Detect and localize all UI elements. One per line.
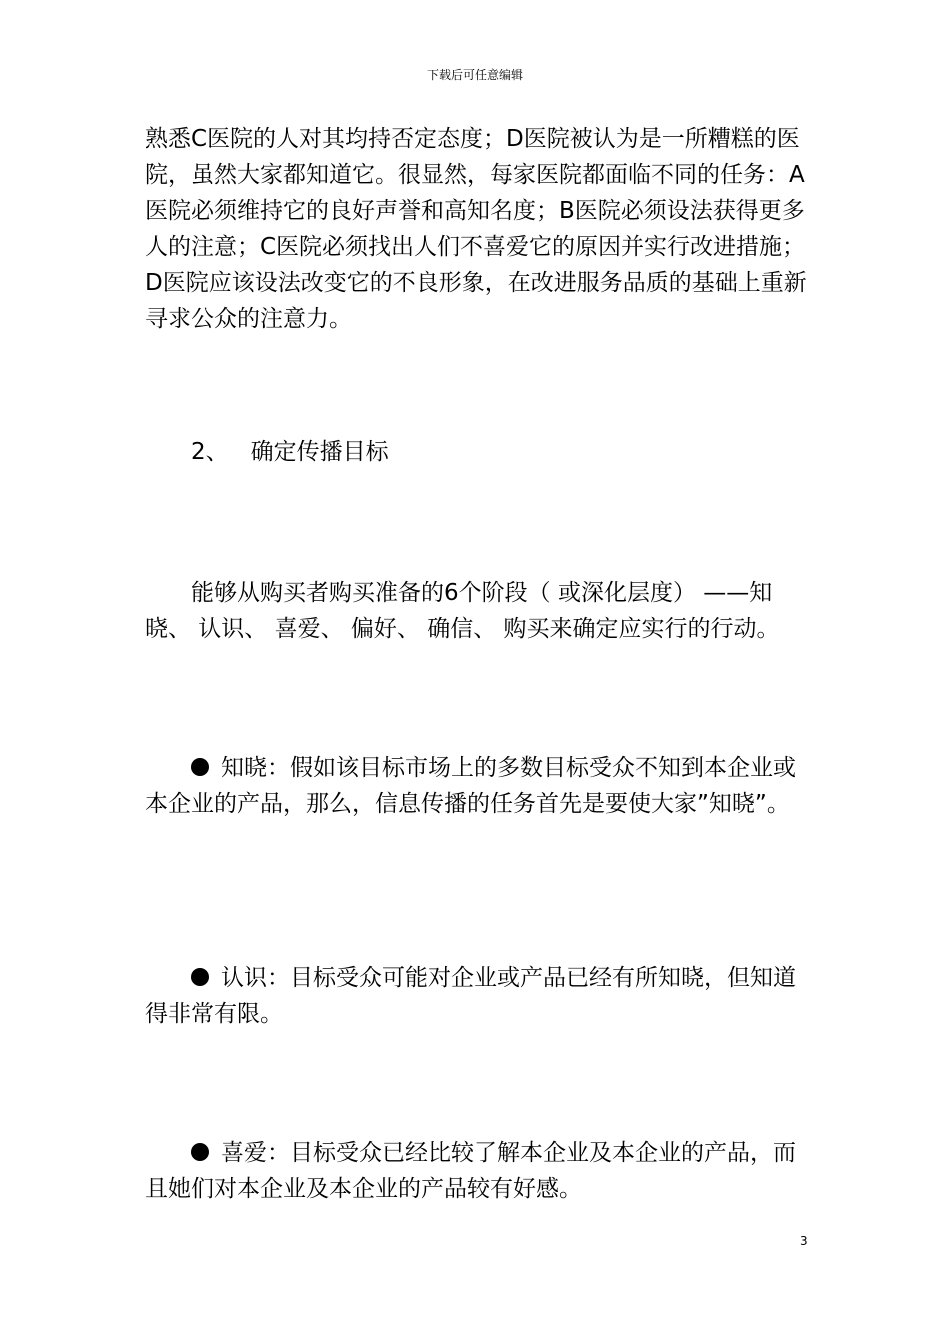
bullet-icon <box>191 1143 209 1161</box>
page-header: 下载后可任意编辑 <box>426 68 523 82</box>
paragraph-six-stages: 能够从购买者购买准备的6个阶段（ 或深化层度） ——知晓、 认识、 喜爱、 偏好、 确信、 购买来确定应实行的行动。 <box>145 580 780 642</box>
paragraph-awareness <box>145 750 810 822</box>
paragraph-liking <box>145 1135 810 1207</box>
knowledge-text: 认识：目标受众可能对企业或产品已经有所知晓，但知道得非常有限。 <box>145 965 796 1027</box>
section-title: 确定传播目标 <box>250 439 389 465</box>
paragraph-knowledge <box>145 960 810 1032</box>
awareness-text: 知晓：假如该目标市场上的多数目标受众不知到本企业或本企业的产品，那么，信息传播的任务首先是要使大家”知晓”。 <box>145 755 796 817</box>
page-number: 3 <box>800 1234 808 1248</box>
liking-text: 喜爱：目标受众已经比较了解本企业及本企业的产品，而且她们对本企业及本企业的产品较有好感。 <box>145 1140 796 1202</box>
bullet-icon <box>191 758 209 776</box>
paragraph-hospital-tasks: 熟悉C医院的人对其均持否定态度；D医院被认为是一所糟糕的医院，虽然大家都知道它。很显然，每家医院都面临不同的任务：A医院必须维持它的良好声誉和高知名度；B医院必须设法获得更多人的注意；C医院必须找出人们不喜爱它的原因并实行改进措施；D医院应该设法改变它的不良形象，在改进服务品质的基础上重新寻求公众的注意力。 <box>145 126 807 332</box>
section-heading <box>191 434 389 470</box>
section-number: 2、 <box>191 439 229 465</box>
bullet-icon <box>191 968 209 986</box>
